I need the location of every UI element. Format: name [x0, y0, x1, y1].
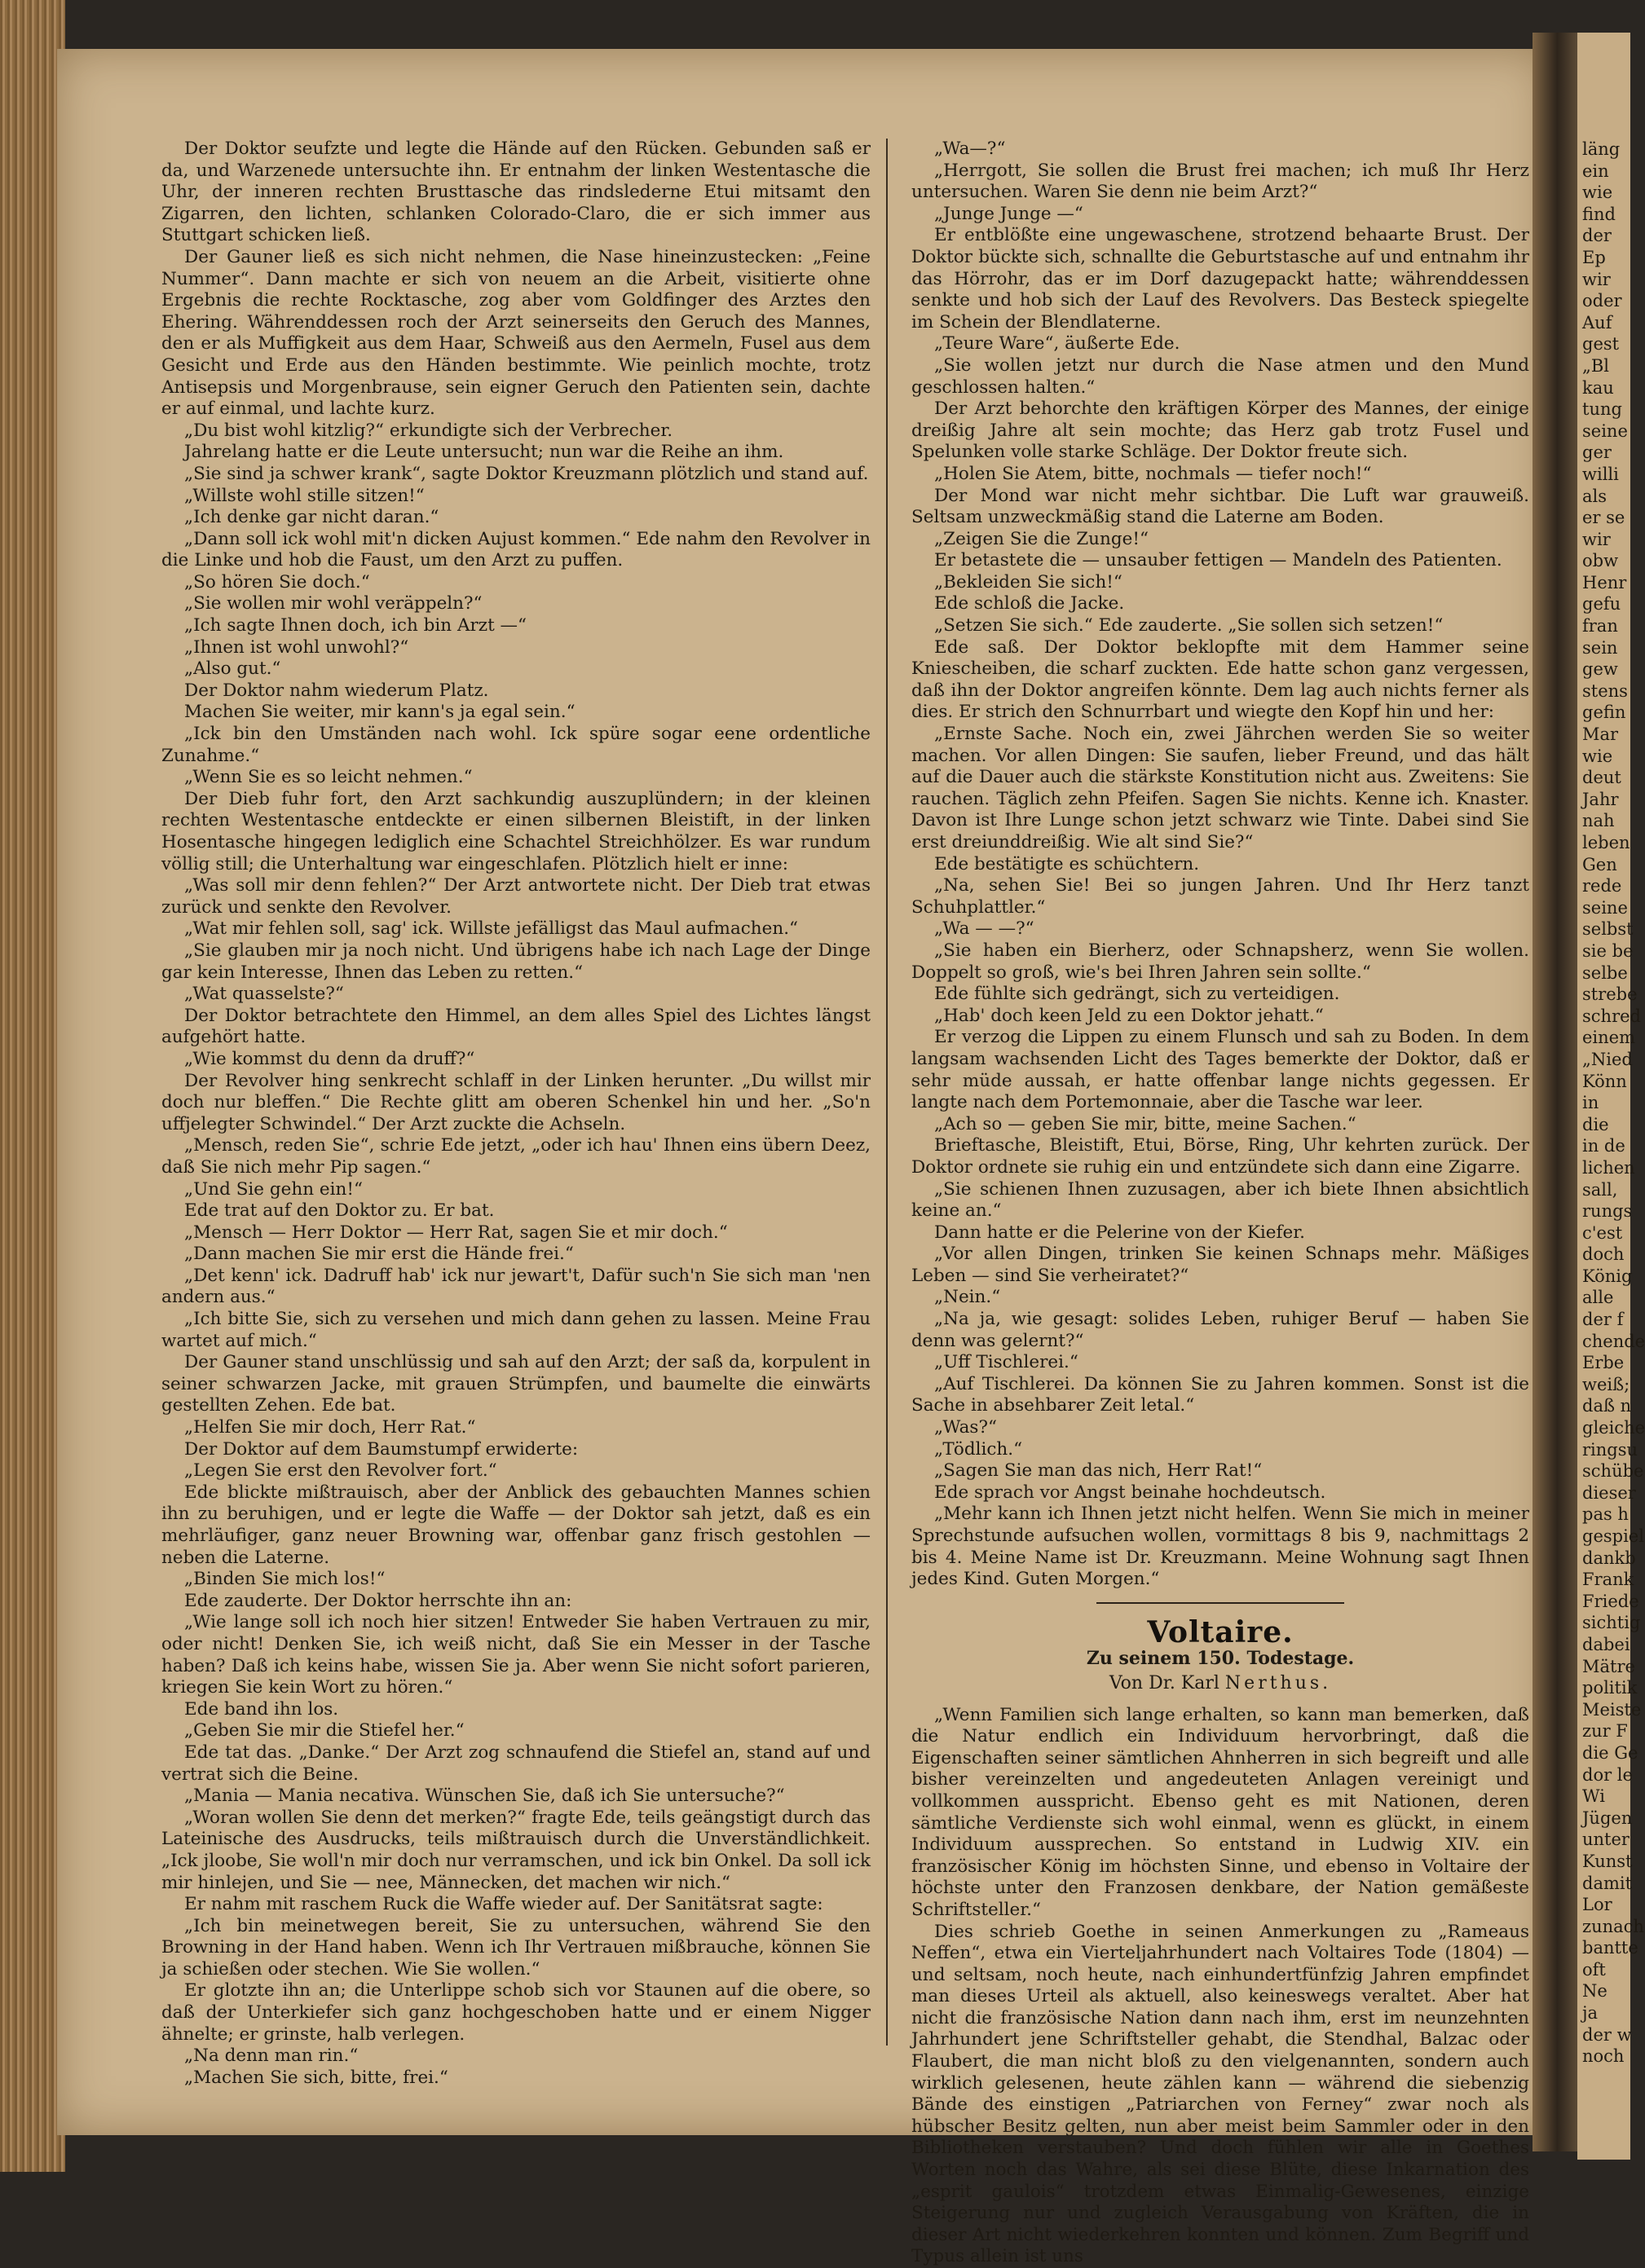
paragraph: Der Doktor seufzte und legte die Hände auf den Rücken. Gebunden saß er da, und Warzenede untersuchte ihn. Er entnahm der linken Westentasche die Uhr, der inneren rechten Brusttasche das rindslederne Etui mitsamt den Zigarren, den lichten, schlanken Colorado-Claro, die er sich immer aus Stuttgart schicken ließ.	[161, 139, 871, 247]
facing-line-fragment: damit	[1582, 1873, 1630, 1895]
paragraph: Er glotzte ihn an; die Unterlippe schob sich vor Staunen auf die obere, so daß der Unterkiefer sich ganz hochgeschoben hatte und er einem Nigger ähnelte; er grinste, halb verlegen.	[161, 1980, 871, 2046]
facing-line-fragment: unter	[1582, 1829, 1630, 1851]
paragraph: „Wie kommst du denn da druff?“	[161, 1049, 871, 1071]
paragraph: „Ich sagte Ihnen doch, ich bin Arzt —“	[161, 615, 871, 637]
paragraph: „Uff Tischlerei.“	[911, 1352, 1529, 1374]
paragraph: Ede bestätigte es schüchtern.	[911, 854, 1529, 876]
paragraph: Der Revolver hing senkrecht schlaff in der Linken herunter. „Du willst mir doch nur bleffen.“ Die Rechte glitt am oberen Schenkel hin und her. „So'n uffjelegter Schwindel.“ Der Arzt zuckte die Achseln.	[161, 1071, 871, 1136]
paragraph: Ede blickte mißtrauisch, aber der Anblick des gebauchten Mannes schien ihn zu beruhigen, und er legte die Waffe — der Doktor sah jetzt, daß es ein mehrläufiger, ganz neuer Browning war, offenbar ganz frisch gestohlen — neben die Laterne.	[161, 1482, 871, 1569]
paragraph: „Wa — —?“	[911, 918, 1529, 940]
paragraph: Er betastete die — unsauber fettigen — Mandeln des Patienten.	[911, 550, 1529, 572]
facing-line-fragment: rede	[1582, 875, 1630, 897]
column-divider	[886, 139, 888, 2046]
paragraph: „Teure Ware“, äußerte Ede.	[911, 333, 1529, 355]
facing-line-fragment: sein	[1582, 637, 1630, 659]
facing-line-fragment: wie	[1582, 746, 1630, 768]
paragraph: „Hab' doch keen Jeld zu een Doktor jehatt.“	[911, 1006, 1529, 1028]
story-end-rule	[1096, 1602, 1343, 1604]
paragraph: Der Gauner ließ es sich nicht nehmen, die Nase hineinzustecken: „Feine Nummer“. Dann machte er sich von neuem an die Arbeit, visitierte ohne Ergebnis die rechte Rocktasche, zog aber vom Goldfinger des Arztes den Ehering. Währenddessen roch der Arzt seinerseits den Geruch des Mannes, den er als Muffigkeit aus dem Haar, Schweiß aus den Aermeln, Fusel aus dem Gesicht und Erde aus den Händen bestimmte. Wie peinlich mochte, trotz Antisepsis und Morgenbrause, sein eigner Geruch den Patienten sein, dachte er auf einmal, und lachte kurz.	[161, 247, 871, 421]
paragraph: Der Gauner stand unschlüssig und sah auf den Arzt; der saß da, korpulent in seiner schwarzen Jacke, mit grauen Strümpfen, und baumelte die einwärts gestellten Zehen. Ede bat.	[161, 1352, 871, 1417]
facing-line-fragment: selbst	[1582, 918, 1630, 940]
facing-line-fragment: ja	[1582, 2002, 1630, 2024]
article-title: Voltaire.	[911, 1622, 1529, 1644]
facing-line-fragment: seine	[1582, 421, 1630, 443]
facing-line-fragment: Jügen	[1582, 1808, 1630, 1830]
facing-line-fragment: der w	[1582, 2024, 1630, 2046]
facing-line-fragment: Könn	[1582, 1071, 1630, 1093]
paragraph: „Wie lange soll ich noch hier sitzen! Entweder Sie haben Vertrauen zu mir, oder nicht! Denken Sie, ich weiß nicht, daß Sie ein Messer in der Tasche haben? Daß ich keins habe, wissen Sie ja. Aber wenn Sie nicht sofort parieren, kriegen Sie kein Wort zu hören.“	[161, 1612, 871, 1698]
facing-line-fragment: doch	[1582, 1244, 1630, 1266]
article-paragraph: „Wenn Familien sich lange erhalten, so kann man bemerken, daß die Natur endlich ein Individuum hervorbringt, daß die Eigenschaften seiner sämtlichen Ahnherren in sich begreift und alle bisher vereinzelten und angedeuteten Anlagen vereinigt und vollkommen ausspricht. Ebenso geht es mit Nationen, deren sämtliche Verdienste sich wohl einmal, wenn es glückt, in einem Individuum aussprechen. So entstand in Ludwig XIV. ein französischer König im höchsten Sinne, und ebenso in Voltaire der höchste unter den Franzosen denkbare, der Nation gemäßeste Schriftsteller.“	[911, 1705, 1529, 1922]
paragraph: Brieftasche, Bleistift, Etui, Börse, Ring, Uhr kehrten zurück. Der Doktor ordnete sie ruhig ein und entzündete sich dann eine Zigarre.	[911, 1135, 1529, 1178]
paragraph: „So hören Sie doch.“	[161, 572, 871, 594]
facing-line-fragment: selbe	[1582, 962, 1630, 984]
facing-line-fragment: strebe	[1582, 984, 1630, 1006]
facing-line-fragment: oder	[1582, 290, 1630, 312]
paragraph: „Na denn man rin.“	[161, 2046, 871, 2068]
story-continuation	[911, 139, 1529, 1591]
facing-line-fragment: wir	[1582, 269, 1630, 291]
facing-line-fragment: die Ge	[1582, 1742, 1630, 1764]
paragraph: „Sie wollen mir wohl veräppeln?“	[161, 593, 871, 615]
paragraph: „Zeigen Sie die Zunge!“	[911, 529, 1529, 551]
article-subtitle: Zu seinem 150. Todestage.	[911, 1648, 1529, 1670]
paragraph: Ede tat das. „Danke.“ Der Arzt zog schnaufend die Stiefel an, stand auf und vertrat sich die Beine.	[161, 1742, 871, 1786]
paragraph: „Wat quasselste?“	[161, 984, 871, 1006]
paragraph: „Na ja, wie gesagt: solides Leben, ruhiger Beruf — haben Sie denn was gelernt?“	[911, 1309, 1529, 1352]
facing-line-fragment: gefu	[1582, 593, 1630, 615]
facing-line-fragment: leben	[1582, 832, 1630, 854]
paragraph: „Mania — Mania necativa. Wünschen Sie, daß ich Sie untersuche?“	[161, 1786, 871, 1808]
paragraph: Der Doktor nahm wiederum Platz.	[161, 680, 871, 702]
facing-line-fragment: Auf	[1582, 312, 1630, 334]
facing-line-fragment: Friede	[1582, 1591, 1630, 1613]
paragraph: „Du bist wohl kitzlig?“ erkundigte sich der Verbrecher.	[161, 421, 871, 443]
paragraph: Er entblößte eine ungewaschene, strotzend behaarte Brust. Der Doktor bückte sich, schnallte die Geburtstasche auf und entnahm ihr das Hörrohr, das er im Dorf dazugepackt hatte; währenddessen senkte und hob sich der Lauf des Revolvers. Das Besteck spiegelte im Schein der Blendlaterne.	[911, 225, 1529, 333]
paragraph: „Woran wollen Sie denn det merken?“ fragte Ede, teils geängstigt durch das Lateinische des Ausdrucks, teils mißtrauisch durch die Unverständlichkeit. „Ick jloobe, Sie woll'n mir doch nur verramschen, und ick bin Onkel. Da soll ick mir hinlejen, und Sie — nee, Männecken, det machen wir nich.“	[161, 1808, 871, 1894]
facing-line-fragment: er se	[1582, 507, 1630, 529]
paragraph: „Ick bin den Umständen nach wohl. Ick spüre sogar eene ordentliche Zunahme.“	[161, 724, 871, 767]
paragraph: Ede saß. Der Doktor beklopfte mit dem Hammer seine Kniescheiben, die scharf zuckten. Ede hatte schon ganz vergessen, daß ihn der Doktor angreifen könnte. Dem lag auch nichts ferner als dies. Er strich den Schnurrbart und wiegte den Kopf hin und her:	[911, 637, 1529, 724]
facing-line-fragment: rungs	[1582, 1200, 1630, 1222]
paragraph: „Ich bitte Sie, sich zu versehen und mich dann gehen zu lassen. Meine Frau wartet auf mich.“	[161, 1309, 871, 1352]
facing-line-fragment: einem	[1582, 1027, 1630, 1049]
facing-line-fragment: lichen	[1582, 1157, 1630, 1179]
facing-line-fragment: weiß;	[1582, 1374, 1630, 1396]
facing-line-fragment: Henr	[1582, 572, 1630, 594]
facing-line-fragment: der f	[1582, 1309, 1630, 1331]
facing-line-fragment: oft	[1582, 1959, 1630, 1981]
paragraph: „Mehr kann ich Ihnen jetzt nicht helfen. Wenn Sie mich in meiner Sprechstunde aufsuchen wollen, vormittags 8 bis 9, nachmittags 2 bis 4. Meine Name ist Dr. Kreuzmann. Meine Wohnung sagt Ihnen jedes Kind. Guten Morgen.“	[911, 1504, 1529, 1590]
paragraph: Ede band ihn los.	[161, 1699, 871, 1721]
article-body	[911, 1705, 1529, 2268]
facing-line-fragment: seine	[1582, 897, 1630, 919]
paragraph: Der Dieb fuhr fort, den Arzt sachkundig auszuplündern; in der kleinen rechten Westentasche entdeckte er einen silbernen Bleistift, in der linken Hosentasche hingegen lediglich eine Schachtel Streichhölzer. Es war rundum völlig still; die Unterhaltung war eingeschlafen. Plötzlich hielt er inne:	[161, 789, 871, 875]
paragraph: „Vor allen Dingen, trinken Sie keinen Schnaps mehr. Mäßiges Leben — sind Sie verheiratet?“	[911, 1244, 1529, 1287]
book-page-edges	[0, 0, 65, 2172]
paragraph: „Mensch, reden Sie“, schrie Ede jetzt, „oder ich hau' Ihnen eins übern Deez, daß Sie nich mehr Pip sagen.“	[161, 1135, 871, 1178]
facing-line-fragment: in	[1582, 1092, 1630, 1114]
facing-line-fragment: schübe	[1582, 1460, 1630, 1482]
facing-line-fragment: noch	[1582, 2046, 1630, 2068]
facing-line-fragment: dabei	[1582, 1634, 1630, 1656]
facing-line-fragment: sie be	[1582, 940, 1630, 962]
facing-line-fragment: schred	[1582, 1006, 1630, 1028]
facing-line-fragment: tung	[1582, 399, 1630, 421]
article-paragraph: Dies schrieb Goethe in seinen Anmerkungen zu „Rameaus Neffen“, etwa ein Vierteljahrhundert nach Voltaires Tode (1804) — und seltsam, noch heute, nach einhundertfünfzig Jahren empfindet man dieses Urteil als aktuell, also keineswegs veraltet. Aber hat nicht die französische Nation dann nach ihm, erst im neunzehnten Jahrhundert jene Schriftsteller gehabt, die Stendhal, Balzac oder Flaubert, die man nicht bloß zu den vielgenannten, sondern auch wirklich gelesenen, heute zählen kann — während die siebenzig Bände des einstigen „Patriarchen von Ferney“ zwar noch als hübscher Besitz gelten, nun aber meist beim Sammler oder in den Bibliotheken verstauben? Und doch fühlen wir alle in Goethes Worten noch das Wahre, als sei diese Blüte, diese Inkarnation des „esprit gaulois“ trotzdem etwas Einmalig-Gewesenes, einzige Steigerung nur und zugleich Verausgabung von Kräften, die in dieser Art nicht wiederkehren konnten und können. Zum Begriff und Typus allein ist uns	[911, 1922, 1529, 2268]
facing-line-fragment: stens	[1582, 680, 1630, 702]
paragraph: Ede fühlte sich gedrängt, sich zu verteidigen.	[911, 984, 1529, 1006]
paragraph: Dann hatte er die Pelerine von der Kiefer.	[911, 1222, 1529, 1244]
paragraph: „Wa—?“	[911, 139, 1529, 161]
paragraph: „Na, sehen Sie! Bei so jungen Jahren. Und Ihr Herz tanzt Schuhplattler.“	[911, 875, 1529, 918]
paragraph: „Sagen Sie man das nich, Herr Rat!“	[911, 1460, 1529, 1482]
paragraph: Ede sprach vor Angst beinahe hochdeutsch.	[911, 1482, 1529, 1504]
paragraph: „Ich denke gar nicht daran.“	[161, 507, 871, 529]
author-prefix: Von Dr. Karl	[1109, 1673, 1219, 1693]
facing-line-fragment: gefin	[1582, 702, 1630, 724]
paragraph: „Auf Tischlerei. Da können Sie zu Jahren kommen. Sonst ist die Sache in absehbarer Zeit letal.“	[911, 1374, 1529, 1417]
facing-line-fragment: Mätre	[1582, 1656, 1630, 1678]
paragraph: „Det kenn' ick. Dadruff hab' ick nur jewart't, Dafür such'n Sie sich man 'nen andern aus.“	[161, 1266, 871, 1309]
facing-line-fragment: dieser	[1582, 1482, 1630, 1504]
facing-line-fragment: Meiste	[1582, 1699, 1630, 1721]
facing-line-fragment: Mar	[1582, 724, 1630, 746]
facing-line-fragment: politik	[1582, 1677, 1630, 1699]
paragraph: Ede trat auf den Doktor zu. Er bat.	[161, 1200, 871, 1222]
paragraph: „Sie glauben mir ja noch nicht. Und übrigens habe ich nach Lage der Dinge gar kein Interesse, Ihnen das Leben zu retten.“	[161, 940, 871, 984]
facing-line-fragment: dor le	[1582, 1764, 1630, 1786]
facing-line-fragment: „Nied	[1582, 1049, 1630, 1071]
paragraph: „Sie sind ja schwer krank“, sagte Doktor Kreuzmann plötzlich und stand auf.	[161, 464, 871, 486]
paragraph: Der Doktor auf dem Baumstumpf erwiderte:	[161, 1439, 871, 1461]
paragraph: Der Arzt behorchte den kräftigen Körper des Mannes, der einige dreißig Jahre alt sein mochte; das Herz gab trotz Fusel und Spelunken volle starke Schläge. Der Doktor freute sich.	[911, 399, 1529, 464]
paragraph: „Helfen Sie mir doch, Herr Rat.“	[161, 1417, 871, 1439]
facing-line-fragment: König	[1582, 1266, 1630, 1288]
facing-line-fragment: nah	[1582, 810, 1630, 832]
paragraph: „Tödlich.“	[911, 1439, 1529, 1461]
paragraph: Der Mond war nicht mehr sichtbar. Die Luft war grauweiß. Seltsam unzweckmäßig stand die Laterne am Boden.	[911, 486, 1529, 529]
paragraph: „Geben Sie mir die Stiefel her.“	[161, 1720, 871, 1742]
facing-line-fragment: sall,	[1582, 1179, 1630, 1201]
paragraph: „Machen Sie sich, bitte, frei.“	[161, 2068, 871, 2090]
paragraph: „Wat mir fehlen soll, sag' ick. Willste jefälligst das Maul aufmachen.“	[161, 918, 871, 940]
paragraph: „Sie schienen Ihnen zuzusagen, aber ich biete Ihnen absichtlich keine an.“	[911, 1179, 1529, 1222]
paragraph: Der Doktor betrachtete den Himmel, an dem alles Spiel des Lichtes längst aufgehört hatte.	[161, 1006, 871, 1049]
paragraph: „Bekleiden Sie sich!“	[911, 572, 1529, 594]
paragraph: Er verzog die Lippen zu einem Flunsch und sah zu Boden. In dem langsam wachsenden Licht des Tages bemerkte der Doktor, daß er sehr müde aussah, er hatte offenbar lange nichts gegessen. Er langte nach dem Portemonnaie, aber die Tasche war leer.	[911, 1027, 1529, 1113]
facing-line-fragment: dankb	[1582, 1548, 1630, 1570]
paragraph: „Herrgott, Sie sollen die Brust frei machen; ich muß Ihr Herz untersuchen. Waren Sie denn nie beim Arzt?“	[911, 161, 1529, 204]
article-byline	[911, 1673, 1529, 1695]
facing-line-fragment: obw	[1582, 550, 1630, 572]
paragraph: „Was soll mir denn fehlen?“ Der Arzt antwortete nicht. Der Dieb trat etwas zurück und senkte den Revolver.	[161, 875, 871, 918]
paragraph: „Legen Sie erst den Revolver fort.“	[161, 1460, 871, 1482]
story-column-left	[161, 139, 871, 2037]
paragraph: „Ach so — geben Sie mir, bitte, meine Sachen.“	[911, 1114, 1529, 1136]
paragraph: „Binden Sie mich los!“	[161, 1569, 871, 1591]
facing-line-fragment: sichtig	[1582, 1612, 1630, 1634]
paragraph: „Sie haben ein Bierherz, oder Schnapsherz, wenn Sie wollen. Doppelt so groß, wie's bei Ihren Jahren sein sollte.“	[911, 940, 1529, 984]
facing-line-fragment: find	[1582, 204, 1630, 226]
book-gutter	[1533, 33, 1577, 2151]
paragraph: „Nein.“	[911, 1287, 1529, 1309]
author-surname: Nerthus.	[1225, 1673, 1331, 1693]
facing-line-fragment: willi	[1582, 464, 1630, 486]
facing-line-fragment: Frank	[1582, 1569, 1630, 1591]
facing-line-fragment: fran	[1582, 615, 1630, 637]
facing-line-fragment: chende	[1582, 1331, 1630, 1353]
facing-line-fragment: wie	[1582, 182, 1630, 204]
paragraph: „Dann soll ick wohl mit'n dicken Aujust kommen.“ Ede nahm den Revolver in die Linke und hob die Faust, um den Arzt zu puffen.	[161, 529, 871, 572]
facing-line-fragment: pas h	[1582, 1504, 1630, 1526]
facing-line-fragment: die	[1582, 1114, 1630, 1136]
facing-page-text	[1577, 33, 1630, 2068]
paragraph: „Setzen Sie sich.“ Ede zauderte. „Sie sollen sich setzen!“	[911, 615, 1529, 637]
facing-line-fragment: gew	[1582, 658, 1630, 680]
paragraph: Er nahm mit raschem Ruck die Waffe wieder auf. Der Sanitätsrat sagte:	[161, 1894, 871, 1916]
facing-line-fragment: zur F	[1582, 1720, 1630, 1742]
paragraph: „Ernste Sache. Noch ein, zwei Jährchen werden Sie so weiter machen. Vor allen Dingen: Sie saufen, lieber Freund, und das hält auf die Dauer auch die stärkste Konstitution nicht aus. Zweitens: Sie rauchen. Täglich zehn Pfeifen. Sagen Sie nichts. Kenne ich. Knaster. Davon ist Ihre Lunge schon jetzt schwarz wie Tinte. Dabei sind Sie erst dreiunddreißig. Wie alt sind Sie?“	[911, 724, 1529, 854]
paragraph: „Wenn Sie es so leicht nehmen.“	[161, 767, 871, 789]
facing-line-fragment: bantte	[1582, 1937, 1630, 1959]
paragraph: „Also gut.“	[161, 658, 871, 680]
paragraph: Jahrelang hatte er die Leute untersucht; nun war die Reihe an ihm.	[161, 442, 871, 464]
paragraph: Ede zauderte. Der Doktor herrschte ihn an:	[161, 1591, 871, 1613]
facing-line-fragment: läng	[1582, 139, 1630, 161]
facing-line-fragment: ein	[1582, 161, 1630, 183]
paragraph: „Ihnen ist wohl unwohl?“	[161, 637, 871, 659]
facing-line-fragment: kau	[1582, 377, 1630, 399]
paragraph: „Dann machen Sie mir erst die Hände frei.“	[161, 1244, 871, 1266]
paragraph: „Und Sie gehn ein!“	[161, 1179, 871, 1201]
story-column-right	[911, 139, 1529, 2037]
facing-line-fragment: als	[1582, 486, 1630, 508]
paragraph: „Mensch — Herr Doktor — Herr Rat, sagen Sie et mir doch.“	[161, 1222, 871, 1244]
facing-line-fragment: Lor	[1582, 1894, 1630, 1916]
facing-line-fragment: Kunst	[1582, 1851, 1630, 1873]
facing-line-fragment: daß n	[1582, 1395, 1630, 1417]
facing-line-fragment: alle	[1582, 1287, 1630, 1309]
facing-line-fragment: gleiche	[1582, 1417, 1630, 1439]
facing-page-edge	[1577, 33, 1630, 2160]
paragraph: „Holen Sie Atem, bitte, nochmals — tiefer noch!“	[911, 464, 1529, 486]
facing-line-fragment: gespiel	[1582, 1526, 1630, 1548]
facing-line-fragment: „Bl	[1582, 355, 1630, 377]
facing-line-fragment: ringsu	[1582, 1439, 1630, 1461]
paragraph: „Junge Junge —“	[911, 204, 1529, 226]
paragraph: „Willste wohl stille sitzen!“	[161, 486, 871, 508]
facing-line-fragment: ger	[1582, 442, 1630, 464]
paragraph: Machen Sie weiter, mir kann's ja egal sein.“	[161, 702, 871, 724]
facing-line-fragment: Erbe	[1582, 1352, 1630, 1374]
facing-line-fragment: Ep	[1582, 247, 1630, 269]
facing-line-fragment: wir	[1582, 529, 1630, 551]
facing-line-fragment: c'est	[1582, 1222, 1630, 1244]
facing-line-fragment: gest	[1582, 333, 1630, 355]
facing-line-fragment: Wi	[1582, 1786, 1630, 1808]
paragraph: „Sie wollen jetzt nur durch die Nase atmen und den Mund geschlossen halten.“	[911, 355, 1529, 399]
facing-line-fragment: der	[1582, 225, 1630, 247]
facing-line-fragment: zunach	[1582, 1916, 1630, 1938]
facing-line-fragment: Jahr	[1582, 789, 1630, 811]
facing-line-fragment: Gen	[1582, 854, 1630, 876]
facing-line-fragment: deut	[1582, 767, 1630, 789]
paragraph: „Ich bin meinetwegen bereit, Sie zu untersuchen, während Sie den Browning in der Hand haben. Wenn ich Ihr Vertrauen mißbrauche, können Sie ja schießen oder stechen. Wie Sie wollen.“	[161, 1916, 871, 1981]
paragraph: „Was?“	[911, 1417, 1529, 1439]
facing-line-fragment: Ne	[1582, 1980, 1630, 2002]
paragraph: Ede schloß die Jacke.	[911, 593, 1529, 615]
facing-line-fragment: in de	[1582, 1135, 1630, 1157]
